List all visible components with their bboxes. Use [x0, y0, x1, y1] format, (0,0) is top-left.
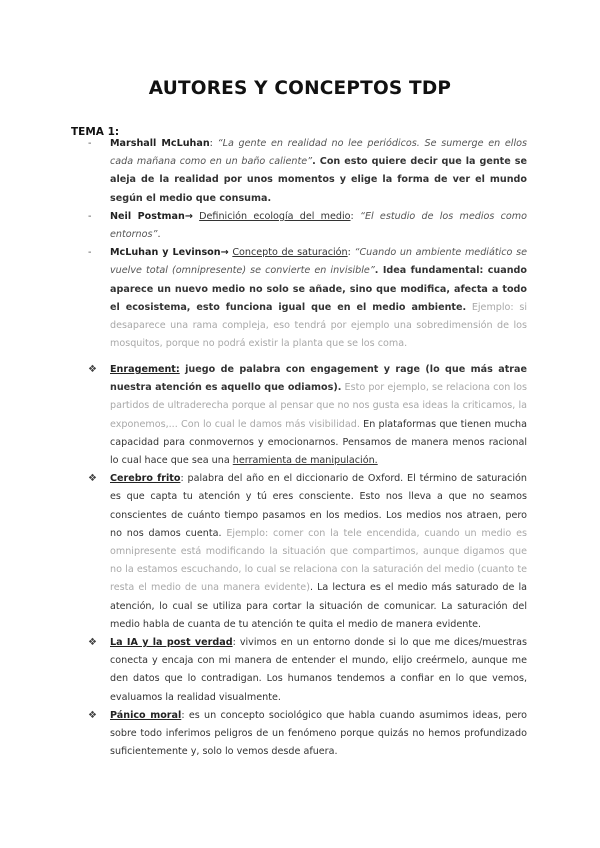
quote: “La gente en realidad no lee periódicos. Se sumerge en ellos cada mañana como en un baño caliente” — [110, 138, 527, 168]
term: Enragement: — [110, 364, 180, 375]
definition: : es un concepto sociológico que habla cuando asumimos ideas, pero sobre todo inferimos peligros de un fenómeno porque quizás no hemos profundizado suficientemente y, solo lo vemos desde afuera. — [110, 709, 527, 758]
concept: Definición ecología del medio — [199, 210, 351, 222]
list-item-cerebro-frito — [90, 470, 527, 634]
explanation: . — [157, 229, 161, 241]
diamond-bullet-icon: ❖ — [88, 473, 97, 485]
underlined-phrase: herramienta de manipulación. — [232, 455, 378, 467]
diamond-bullet-icon: ❖ — [88, 709, 97, 721]
term: Cerebro frito — [110, 473, 181, 485]
quote: “Cuando un ambiente mediático se vuelve total (omnipresente) se convierte en invisible” — [110, 247, 527, 277]
definition-continued: . La lectura es el medio más saturado de la atención, lo cual se utiliza para cortar la situación de comunicar. La saturación del medio habla de cuanta de tu atención te quita el medio de manera evidente. — [110, 582, 527, 630]
dash-marker: - — [88, 210, 92, 222]
section-heading: TEMA 1: — [71, 126, 120, 138]
quote: “El estudio de los medios como entornos” — [110, 210, 527, 241]
term: Pánico moral — [110, 709, 182, 721]
concept: Concepto de saturación — [232, 247, 348, 259]
definition: juego de palabra con engagement y rage (lo que más atrae nuestra atención es aquello que odiamos). — [110, 364, 527, 394]
dash-marker: - — [88, 247, 92, 259]
list-item-postman — [90, 208, 527, 244]
list-item-mcluhan — [90, 135, 527, 208]
dash-marker: - — [88, 138, 92, 149]
concepts-list — [90, 361, 527, 761]
example: Ejemplo: si desaparece una rama compleja, eso tendrá por ejemplo una sobredimensión de los mosquitos, porque no podrá existir la planta que se los coma. — [110, 301, 527, 350]
page-title: AUTORES Y CONCEPTOS TDP — [148, 78, 452, 99]
author-name: McLuhan y Levinson→ — [110, 247, 229, 259]
list-item-panico-moral — [90, 707, 527, 762]
explanation: . Con esto quiere decir que la gente se aleja de la realidad por unos momentos y elige la forma de ver el mundo según el medio que consuma. — [110, 156, 528, 204]
separator: : — [209, 138, 218, 149]
diamond-bullet-icon: ❖ — [88, 637, 97, 649]
definition: : palabra del año en el diccionario de Oxford. El término de saturación es que capta tu atención y tú eres consciente. Esto nos lleva a que no seamos conscientes de cuánto tiempo pasamos en los medios. Los medios nos atraen, pero no nos damos cuenta. — [110, 473, 528, 539]
author-name: Neil Postman→ — [110, 210, 193, 222]
author-name: Marshall McLuhan — [110, 138, 210, 149]
separator: : — [350, 210, 360, 222]
example: Esto por ejemplo, se relaciona con los partidos de ultraderecha porque al pensar que no nos gusta esa ideas la criticamos, la exponemos,... Con lo cual le damos más visibilidad. — [110, 382, 527, 430]
definition: : vivimos en un entorno donde si lo que me dices/muestras conecta y encaja con mi manera de entender el mundo, elijo creérmelo, aunque me den datos que lo contradigan. Los humanos tendemos a confiar en lo que vemos, evaluamos la realidad visualmente. — [110, 637, 527, 703]
authors-list — [90, 135, 527, 353]
separator: : — [347, 247, 355, 259]
list-item-mcluhan-levinson — [90, 244, 527, 353]
list-item-enragement — [90, 361, 527, 470]
example: Ejemplo: comer con la tele encendida, cuando un medio es omnipresente está modificando la situación que compartimos, aunque digamos que no la estamos escuchando, lo cual se relaciona con la saturación del medio (cuanto te resta el medio de una manera evidente) — [110, 527, 527, 594]
list-item-ia-post-verdad — [90, 634, 527, 707]
term: La IA y la post verdad — [110, 637, 233, 649]
definition-continued: En plataformas que tienen mucha capacidad para conmovernos y emocionarnos. Pensamos de manera menos racional lo cual hace que sea una — [110, 418, 527, 467]
diamond-bullet-icon: ❖ — [88, 364, 97, 375]
explanation: . Idea fundamental: cuando aparece un nuevo medio no solo se añade, sino que modifica, afecta a todo el ecosistema, esto funciona igual que en el medio ambiente. — [110, 265, 527, 313]
